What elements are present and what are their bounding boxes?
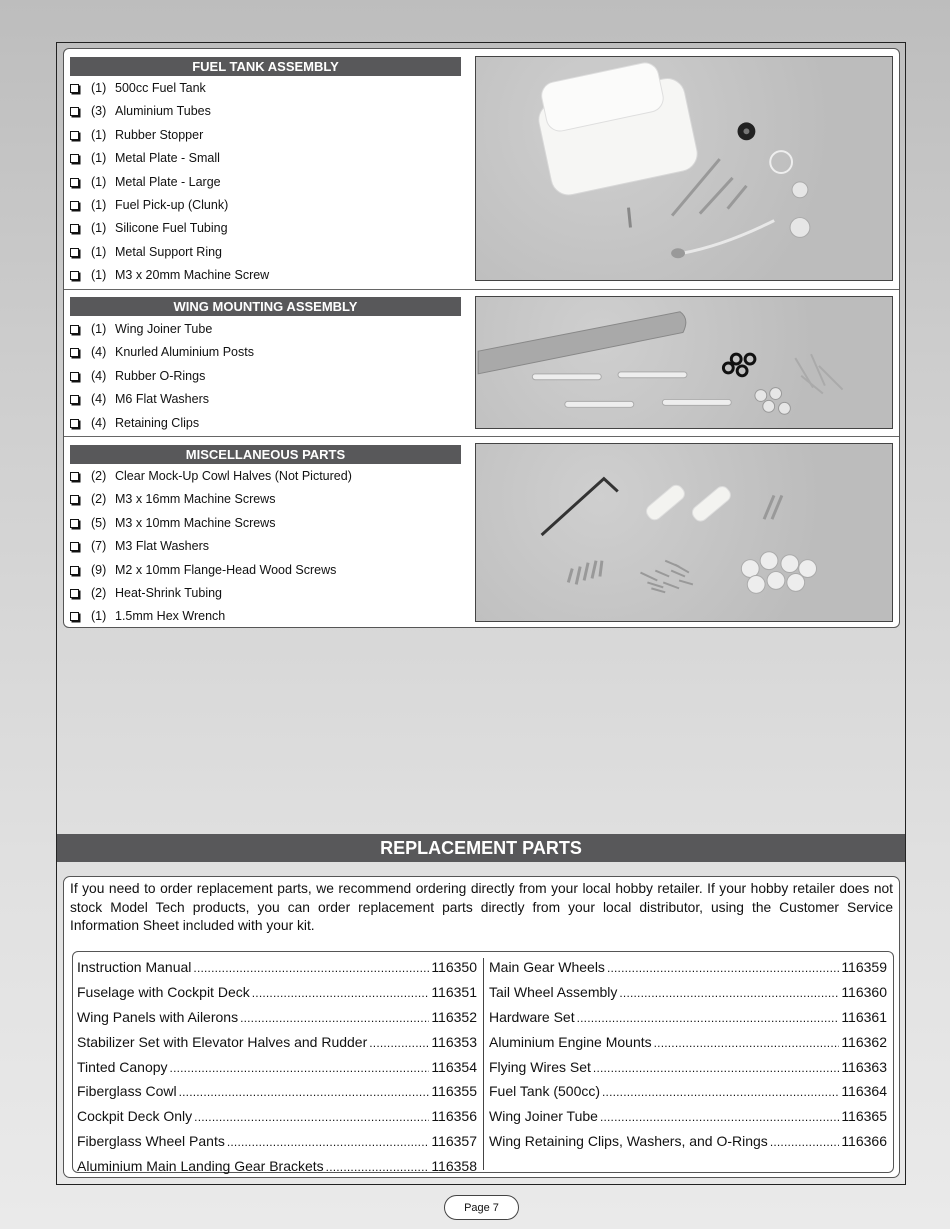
checkbox[interactable] <box>70 589 79 598</box>
replacement-row <box>77 1030 477 1055</box>
replacement-row <box>489 1005 887 1030</box>
checkbox[interactable] <box>70 348 79 357</box>
replacement-part-code: 116352 <box>431 1008 477 1025</box>
section-title: FUEL TANK ASSEMBLY <box>70 57 461 76</box>
checkbox[interactable] <box>70 248 79 257</box>
checkbox[interactable] <box>70 566 79 575</box>
part-qty: (1) <box>91 81 107 95</box>
replacement-part-name: Instruction Manual <box>77 959 192 975</box>
replacement-row <box>77 1005 477 1030</box>
part-qty: (4) <box>91 392 107 407</box>
part-qty: (1) <box>91 268 107 283</box>
miscellaneous-parts-illustration <box>476 444 892 621</box>
replacement-part-code: 116366 <box>841 1133 887 1150</box>
replacement-part-code: 116354 <box>431 1058 477 1075</box>
replacement-part-name: Aluminium Main Landing Gear Brackets <box>77 1158 324 1175</box>
checkbox[interactable] <box>70 131 79 140</box>
dot-leader <box>770 1129 840 1155</box>
replacement-row <box>489 1129 887 1154</box>
replacement-row <box>489 1030 887 1055</box>
checkbox[interactable] <box>70 84 79 93</box>
replacement-parts-panel <box>63 876 900 1178</box>
replacement-part-code: 116358 <box>431 1158 477 1175</box>
dot-leader <box>193 955 429 981</box>
miscellaneous-section <box>64 436 899 628</box>
replacement-part-code: 116356 <box>431 1108 477 1125</box>
checkbox[interactable] <box>70 472 79 481</box>
replacement-part-name: Fuel Tank (500cc) <box>489 1083 601 1100</box>
part-name: Knurled Aluminium Posts <box>115 345 254 360</box>
replacement-row <box>489 1079 887 1104</box>
checkbox[interactable] <box>70 154 79 163</box>
dot-leader <box>179 1079 430 1105</box>
column-divider <box>483 958 484 1170</box>
checkbox[interactable] <box>70 201 79 210</box>
checkbox[interactable] <box>70 395 79 404</box>
checkbox[interactable] <box>70 372 79 381</box>
checkbox[interactable] <box>70 542 79 551</box>
part-qty: (2) <box>91 492 107 507</box>
part-qty: (4) <box>91 415 107 430</box>
replacement-part-code: 116361 <box>841 1008 887 1025</box>
part-name: Metal Plate - Large <box>115 174 221 189</box>
replacement-row <box>489 1055 887 1080</box>
part-qty: (2) <box>91 585 107 600</box>
replacement-part-code: 116363 <box>841 1058 887 1075</box>
replacement-part-code: 116355 <box>431 1083 477 1100</box>
parts-checklist-panel <box>63 48 900 628</box>
wing-mounting-parts-illustration <box>476 297 892 428</box>
part-name: Metal Plate - Small <box>115 151 220 166</box>
part-qty: (7) <box>91 539 107 554</box>
replacement-part-code: 116364 <box>841 1083 887 1100</box>
dot-leader <box>593 1055 839 1081</box>
dot-leader <box>602 1079 839 1105</box>
dot-leader <box>326 1154 430 1180</box>
miscellaneous-photo <box>475 443 893 622</box>
part-name: M3 x 10mm Machine Screws <box>115 515 276 530</box>
checkbox[interactable] <box>70 495 79 504</box>
replacement-part-name: Aluminium Engine Mounts <box>489 1033 652 1050</box>
replacement-part-name: Wing Panels with Ailerons <box>77 1008 239 1025</box>
checkbox[interactable] <box>70 325 79 334</box>
dot-leader <box>194 1104 429 1130</box>
replacement-parts-title: REPLACEMENT PARTS <box>57 834 905 862</box>
part-name: Rubber Stopper <box>115 127 204 142</box>
replacement-row <box>77 1129 477 1154</box>
fuel-tank-parts-illustration <box>476 57 892 280</box>
replacement-part-code: 116350 <box>431 959 477 975</box>
part-name: M2 x 10mm Flange-Head Wood Screws <box>115 562 337 577</box>
part-name: Retaining Clips <box>115 415 200 430</box>
replacement-part-code: 116362 <box>841 1033 887 1050</box>
checkbox[interactable] <box>70 419 79 428</box>
replacement-row <box>77 980 477 1005</box>
replacement-row <box>77 1079 477 1104</box>
replacement-part-name: Tail Wheel Assembly <box>489 983 618 1000</box>
dot-leader <box>607 955 839 981</box>
replacement-part-name: Stabilizer Set with Elevator Halves and Rudder <box>77 1033 368 1050</box>
wing-mounting-photo <box>475 296 893 429</box>
dot-leader <box>227 1129 429 1155</box>
part-qty: (1) <box>91 609 107 624</box>
part-name: M3 Flat Washers <box>115 539 210 554</box>
page-number: Page 7 <box>444 1195 519 1220</box>
dot-leader <box>369 1030 429 1056</box>
replacement-part-name: Fuselage with Cockpit Deck <box>77 983 250 1000</box>
part-qty: (1) <box>91 221 107 236</box>
replacement-parts-table <box>72 951 894 1173</box>
part-qty: (1) <box>91 322 107 336</box>
part-qty: (9) <box>91 562 107 577</box>
dot-leader <box>654 1030 840 1056</box>
replacement-part-code: 116365 <box>841 1108 887 1125</box>
part-qty: (5) <box>91 515 107 530</box>
replacement-part-code: 116359 <box>841 959 887 975</box>
replacement-part-name: Wing Joiner Tube <box>489 1108 598 1125</box>
dot-leader <box>619 980 839 1006</box>
replacement-row <box>77 1104 477 1129</box>
checkbox[interactable] <box>70 107 79 116</box>
part-name: 500cc Fuel Tank <box>115 81 206 95</box>
part-qty: (2) <box>91 469 107 483</box>
part-qty: (1) <box>91 127 107 142</box>
replacement-row <box>77 955 477 980</box>
part-qty: (4) <box>91 345 107 360</box>
part-name: Silicone Fuel Tubing <box>115 221 228 236</box>
part-name: Aluminium Tubes <box>115 104 211 119</box>
part-name: 1.5mm Hex Wrench <box>115 609 226 624</box>
replacement-part-name: Cockpit Deck Only <box>77 1108 193 1125</box>
replacement-part-name: Tinted Canopy <box>77 1058 168 1075</box>
part-name: Metal Support Ring <box>115 244 223 259</box>
part-name: Wing Joiner Tube <box>115 322 213 336</box>
dot-leader <box>577 1005 840 1031</box>
fuel-tank-section <box>64 49 899 289</box>
replacement-part-name: Hardware Set <box>489 1008 575 1025</box>
replacement-row <box>489 980 887 1005</box>
replacement-part-name: Flying Wires Set <box>489 1058 591 1075</box>
checkbox[interactable] <box>70 612 79 621</box>
replacement-row <box>77 1154 477 1179</box>
checkbox[interactable] <box>70 224 79 233</box>
dot-leader <box>170 1055 430 1081</box>
checkbox[interactable] <box>70 271 79 280</box>
replacement-row <box>489 955 887 980</box>
dot-leader <box>600 1104 839 1130</box>
replacement-column-right <box>489 955 887 1154</box>
part-qty: (4) <box>91 368 107 383</box>
part-name: Clear Mock-Up Cowl Halves (Not Pictured) <box>115 469 352 483</box>
part-qty: (1) <box>91 244 107 259</box>
replacement-row <box>77 1055 477 1080</box>
dot-leader <box>240 1005 429 1031</box>
dot-leader <box>252 980 430 1006</box>
replacement-part-name: Fiberglass Wheel Pants <box>77 1133 225 1150</box>
part-name: Fuel Pick-up (Clunk) <box>115 197 229 212</box>
part-name: M3 x 16mm Machine Screws <box>115 492 276 507</box>
part-name: M3 x 20mm Machine Screw <box>115 268 270 283</box>
wing-mounting-section <box>64 289 899 437</box>
replacement-part-code: 116351 <box>431 983 477 1000</box>
part-qty: (3) <box>91 104 107 119</box>
replacement-part-code: 116360 <box>841 983 887 1000</box>
replacement-intro-text: If you need to order replacement parts, we recommend ordering directly from your local hobby retailer. If your hobby retailer does not stock Model Tech products, you can order replacement parts directly from your local distributor, using the Customer Service Information Sheet included with your kit. <box>70 881 893 934</box>
checkbox[interactable] <box>70 519 79 528</box>
part-name: Rubber O-Rings <box>115 368 206 383</box>
replacement-column-left <box>77 955 477 1179</box>
replacement-part-name: Main Gear Wheels <box>489 959 605 975</box>
replacement-part-code: 116353 <box>431 1033 477 1050</box>
part-qty: (1) <box>91 151 107 166</box>
part-name: Heat-Shrink Tubing <box>115 585 223 600</box>
fuel-tank-photo <box>475 56 893 281</box>
section-title: MISCELLANEOUS PARTS <box>70 445 461 464</box>
part-qty: (1) <box>91 197 107 212</box>
part-name: M6 Flat Washers <box>115 392 210 407</box>
section-title: WING MOUNTING ASSEMBLY <box>70 297 461 316</box>
replacement-part-name: Wing Retaining Clips, Washers, and O-Rings <box>489 1133 768 1150</box>
replacement-part-code: 116357 <box>431 1133 477 1150</box>
part-qty: (1) <box>91 174 107 189</box>
checkbox[interactable] <box>70 178 79 187</box>
replacement-row <box>489 1104 887 1129</box>
replacement-part-name: Fiberglass Cowl <box>77 1083 177 1100</box>
